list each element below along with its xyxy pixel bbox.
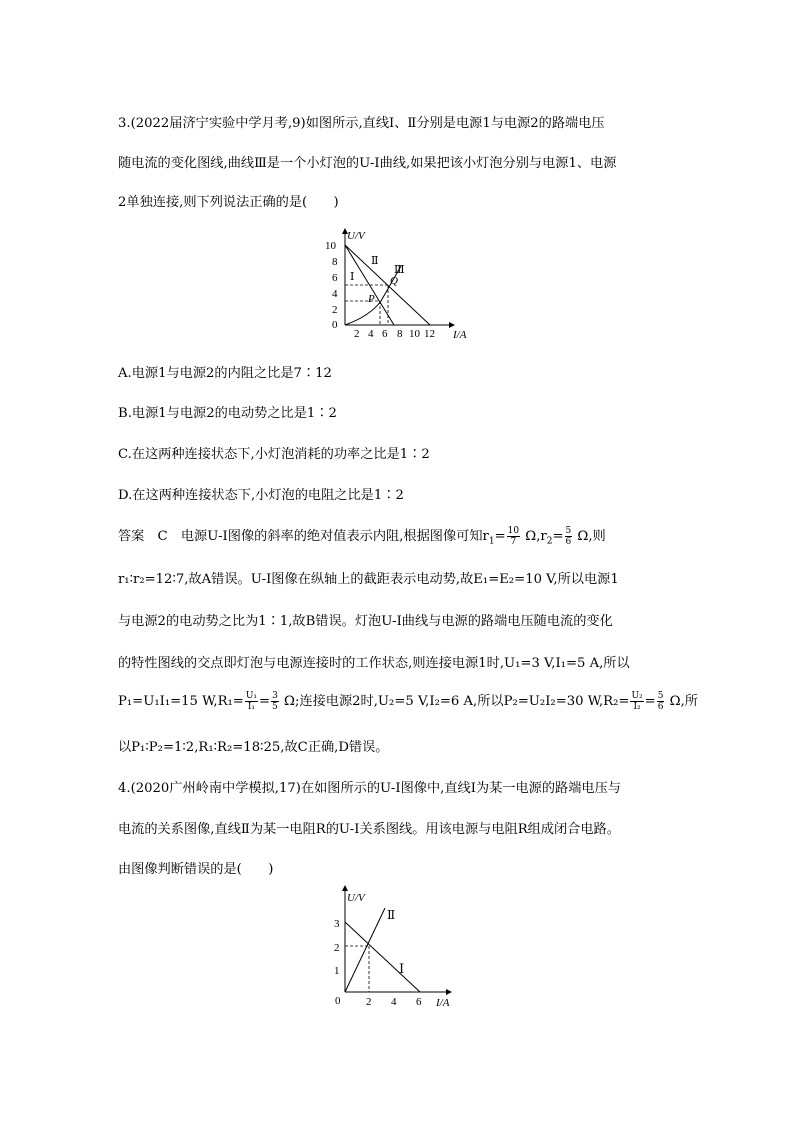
answer-text: 答案 C 电源U-I图像的斜率的绝对值表示内阻,根据图像可知r <box>118 529 489 544</box>
q3-x-tick: 4 <box>368 328 374 340</box>
q4-x-axis-label: I/A <box>436 997 450 1009</box>
fraction-r1: $\frac{10}{7}$ <box>507 526 520 547</box>
q3-point-p: P <box>368 293 375 305</box>
q4-x-tick: 6 <box>416 996 422 1008</box>
q4-x-tick: 2 <box>366 996 372 1008</box>
answer-text: Ω,则 <box>573 529 606 544</box>
q3-point-q: Q <box>390 275 398 287</box>
q4-stem-line-3: 由图像判断错误的是( ) <box>118 862 274 877</box>
q4-y-tick: 3 <box>334 918 340 930</box>
q4-label-ii: Ⅱ <box>387 908 396 922</box>
answer-text: Ω,r <box>521 529 547 544</box>
q4-y-tick: 1 <box>334 965 340 977</box>
q3-option-c: C.在这两种连接状态下,小灯泡消耗的功率之比是1∶2 <box>118 447 430 462</box>
answer-text: Ω;连接电源2时,U₂=5 V,I₂=6 A,所以P₂=U₂I₂=30 W,R₂= <box>279 694 630 709</box>
q3-x-tick: 2 <box>354 328 360 340</box>
q3-y-tick: 10 <box>325 240 336 252</box>
q3-uv-graph <box>320 228 480 343</box>
q3-x-tick: 8 <box>397 328 403 340</box>
q3-option-a: A.电源1与电源2的内阻之比是7∶12 <box>118 366 332 381</box>
q3-x-axis-label: I/A <box>453 329 467 341</box>
q3-label-i: Ⅰ <box>350 271 355 283</box>
fraction-3-5: $\frac{3}{5}$ <box>272 691 278 712</box>
fraction-u2-i2: $\frac{\text{U₂}}{\text{I₂}}$ <box>631 691 643 712</box>
q4-stem-line-2: 电流的关系图像,直线Ⅱ为某一电阻R的U-I关系图线。用该电源与电阻R组成闭合电路。 <box>118 822 620 837</box>
q3-x-tick: 12 <box>424 328 435 340</box>
q3-label-iii: Ⅲ <box>394 264 405 276</box>
q3-y-tick: 0 <box>332 319 338 331</box>
q3-x-tick: 10 <box>409 328 420 340</box>
q3-y-tick: 6 <box>332 272 338 284</box>
q3-option-d: D.在这两种连接状态下,小灯泡的电阻之比是1∶2 <box>118 488 404 503</box>
q3-y-tick: 4 <box>332 288 338 300</box>
q4-line-i <box>345 922 420 992</box>
q4-stem-line-1: 4.(2020广州岭南中学模拟,17)在如图所示的U-I图像中,直线Ⅰ为某一电源的路端电压与 <box>118 781 621 796</box>
q3-y-axis-label: U/V <box>347 230 365 242</box>
equals-sign: = <box>259 694 271 709</box>
equals-sign: = <box>644 694 656 709</box>
q4-origin: 0 <box>335 995 341 1007</box>
q3-stem-line-1: 3.(2022届济宁实验中学月考,9)如图所示,直线Ⅰ、Ⅱ分别是电源1与电源2的路端电压 <box>118 116 605 131</box>
q3-answer-line-3: 与电源2的电动势之比为1∶1,故B错误。灯泡U-I曲线与电源的路端电压随电流的变化 <box>118 614 613 629</box>
fraction-u1-i1: $\frac{\text{U₁}}{\text{I₁}}$ <box>245 691 258 712</box>
r2-subscript: 2 <box>546 536 553 547</box>
q4-uv-graph <box>325 885 470 1015</box>
q4-y-tick: 2 <box>334 942 340 954</box>
q3-label-ii: Ⅱ <box>371 255 379 267</box>
fraction-r2: $\frac{5}{6}$ <box>565 526 572 547</box>
answer-text: Ω,所 <box>665 694 698 709</box>
q3-y-tick: 8 <box>332 256 338 268</box>
q3-answer-line-2: r₁∶r₂=12∶7,故A错误。U-I图像在纵轴上的截距表示电动势,故E₁=E₂=10 V,所以电源1 <box>118 572 619 587</box>
fraction-5-6: $\frac{5}{6}$ <box>657 691 664 712</box>
q3-option-b: B.电源1与电源2的电动势之比是1∶2 <box>118 406 337 421</box>
answer-text: P₁=U₁I₁=15 W,R₁= <box>118 694 244 709</box>
q3-answer-line-5 <box>118 690 698 712</box>
q4-label-i: Ⅰ <box>399 961 405 976</box>
q3-answer-line-1: 答案 C 电源U-I图像的斜率的绝对值表示内阻,根据图像可知$r_1=$ $\frac{10}{7}$ $\Omega,r_2=$ $\frac{5}{6}$ Ω,则 <box>118 526 606 547</box>
q3-answer-line-4: 的特性图线的交点即灯泡与电源连接时的工作状态,则连接电源1时,U₁=3 V,I₁=5 A,所以 <box>118 656 630 671</box>
q4-y-axis-label: U/V <box>347 892 365 904</box>
q3-y-tick: 2 <box>332 304 338 316</box>
q4-x-tick: 4 <box>391 996 397 1008</box>
q3-x-tick: 6 <box>382 328 388 340</box>
r1-subscript: 1 <box>488 536 495 547</box>
q3-stem-line-2: 随电流的变化图线,曲线Ⅲ是一个小灯泡的U-I曲线,如果把该小灯泡分别与电源1、电源 <box>118 156 617 171</box>
q3-answer-line-6: 以P₁∶P₂=1∶2,R₁∶R₂=18∶25,故C正确,D错误。 <box>118 740 389 755</box>
q4-line-ii <box>345 908 385 992</box>
q3-stem-line-3: 2单独连接,则下列说法正确的是( ) <box>118 195 339 210</box>
